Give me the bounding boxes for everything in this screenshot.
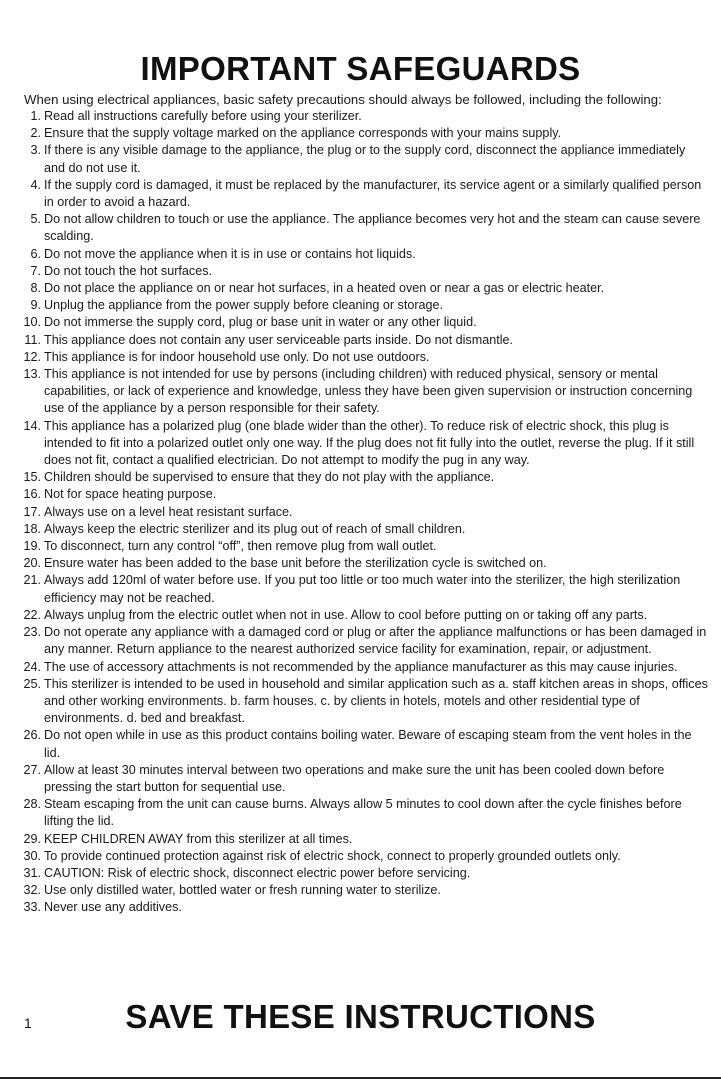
- list-item: [0, 659, 715, 676]
- item-text: Do not allow children to touch or use the appliance. The appliance becomes very hot and the steam can cause severe scalding.: [44, 212, 701, 244]
- item-number: 32.: [23, 883, 41, 898]
- safeguards-list: [0, 108, 715, 917]
- item-text: Always unplug from the electric outlet when not in use. Allow to cool before putting on or taking off any parts.: [44, 607, 648, 622]
- item-number: 16.: [23, 487, 41, 502]
- item-text: Do not touch the hot surfaces.: [44, 263, 213, 278]
- list-item: [0, 848, 715, 865]
- item-text: Never use any additives.: [44, 900, 182, 915]
- item-number: 23.: [23, 625, 41, 640]
- item-text: Do not operate any appliance with a damaged cord or plug or after the appliance malfunctions or has been damaged in any manner. Return appliance to the nearest authorized service facility for examination, repair, or adjustment.: [44, 625, 707, 657]
- item-number: 26.: [23, 728, 41, 743]
- item-number: 1.: [30, 109, 41, 123]
- item-number: 13.: [23, 367, 41, 382]
- item-number: 7.: [30, 263, 41, 278]
- item-text: Steam escaping from the unit can cause burns. Always allow 5 minutes to cool down after the cycle finishes before lifting the lid.: [44, 797, 682, 829]
- list-item: [0, 177, 715, 211]
- list-item: [0, 418, 715, 470]
- item-number: 12.: [23, 349, 41, 364]
- item-text: Always add 120ml of water before use. If you put too little or too much water into the sterilizer, the high sterilization efficiency may not be reached.: [44, 573, 681, 605]
- item-text: To provide continued protection against risk of electric shock, connect to properly grounded outlets only.: [44, 848, 621, 863]
- item-number: 25.: [23, 676, 41, 691]
- item-text: Always keep the electric sterilizer and its plug out of reach of small children.: [44, 521, 466, 536]
- list-item: [0, 504, 715, 521]
- list-item: [0, 142, 715, 176]
- item-number: 14.: [23, 418, 41, 433]
- item-text: Allow at least 30 minutes interval between two operations and make sure the unit has been cooled down before pressing the start button for sequential use.: [44, 762, 665, 794]
- item-text: Do not move the appliance when it is in use or contains hot liquids.: [44, 246, 416, 261]
- list-item: [0, 246, 715, 263]
- item-number: 20.: [23, 556, 41, 571]
- list-item: [0, 831, 715, 848]
- item-text: This appliance is not intended for use by persons (including children) with reduced physical, sensory or mental capabilities, or lack of experience and knowledge, unless they have been given supervision or instruction concerning use of the appliance by a person responsible for their safety.: [44, 367, 693, 416]
- item-text: To disconnect, turn any control “off”, then remove plug from wall outlet.: [44, 539, 437, 554]
- item-text: Ensure water has been added to the base unit before the sterilization cycle is switched on.: [44, 556, 547, 571]
- item-text: If there is any visible damage to the appliance, the plug or to the supply cord, disconnect the appliance immediately and do not use it.: [44, 143, 686, 175]
- list-item: [0, 263, 715, 280]
- list-item: [0, 676, 715, 728]
- item-number: 2.: [30, 126, 41, 141]
- item-number: 9.: [30, 298, 41, 313]
- list-item: [0, 796, 715, 830]
- item-text: KEEP CHILDREN AWAY from this sterilizer at all times.: [44, 831, 353, 846]
- list-item: [0, 882, 715, 899]
- item-number: 29.: [23, 831, 41, 846]
- item-number: 17.: [23, 504, 41, 519]
- list-item: [0, 538, 715, 555]
- item-text: Do not immerse the supply cord, plug or base unit in water or any other liquid.: [44, 315, 477, 330]
- item-number: 21.: [23, 573, 41, 588]
- item-number: 30.: [23, 848, 41, 863]
- item-text: Unplug the appliance from the power supply before cleaning or storage.: [44, 298, 444, 313]
- item-number: 27.: [23, 762, 41, 777]
- item-text: This sterilizer is intended to be used in household and similar application such as a. staff kitchen areas in shops, offices and other working environments. b. farm houses. c. by clients in hotels, motels and other residential type of environments. d. bed and breakfast.: [44, 676, 708, 726]
- item-text: Not for space heating purpose.: [44, 487, 217, 502]
- item-text: If the supply cord is damaged, it must be replaced by the manufacturer, its service agent or a similarly qualified person in order to avoid a hazard.: [44, 177, 702, 210]
- item-text: This appliance does not contain any user serviceable parts inside. Do not dismantle.: [44, 332, 514, 347]
- bottom-divider: [0, 1077, 721, 1079]
- list-item: [0, 332, 715, 349]
- item-number: 19.: [23, 539, 41, 554]
- list-item: [0, 366, 715, 418]
- list-item: [0, 469, 715, 486]
- item-text: This appliance has a polarized plug (one blade wider than the other). To reduce risk of electric shock, this plug is intended to fit into a polarized outlet only one way. If the plug does not fit fully into the outlet, reverse the plug. If it still does not fit, contact a qualified electrician. Do not attempt to modify the pug in any way.: [44, 418, 695, 468]
- list-item: [0, 899, 715, 916]
- item-number: 4.: [30, 177, 41, 192]
- item-number: 10.: [23, 315, 41, 330]
- intro-text: When using electrical appliances, basic safety precautions should always be followed, including the following:: [24, 92, 662, 107]
- list-item: [0, 521, 715, 538]
- item-number: 8.: [30, 281, 41, 296]
- list-item: [0, 572, 715, 606]
- list-item: [0, 280, 715, 297]
- item-number: 3.: [30, 143, 41, 158]
- item-text: Always use on a level heat resistant surface.: [44, 504, 293, 519]
- item-text: The use of accessory attachments is not recommended by the appliance manufacturer as this may cause injuries.: [44, 659, 678, 674]
- item-number: 31.: [23, 865, 41, 880]
- item-number: 11.: [24, 332, 41, 347]
- list-item: [0, 555, 715, 572]
- list-item: [0, 762, 715, 796]
- list-item: [0, 211, 715, 245]
- item-text: Do not open while in use as this product contains boiling water. Beware of escaping steam from the vent holes in the lid.: [44, 728, 692, 760]
- item-number: 22.: [23, 607, 41, 622]
- item-number: 15.: [23, 470, 41, 485]
- item-number: 28.: [23, 797, 41, 812]
- item-text: Ensure that the supply voltage marked on the appliance corresponds with your mains supply.: [44, 126, 562, 141]
- item-text: Use only distilled water, bottled water or fresh running water to sterilize.: [44, 883, 441, 898]
- list-item: [0, 108, 715, 125]
- item-number: 24.: [23, 659, 41, 674]
- item-text: Do not place the appliance on or near hot surfaces, in a heated oven or near a gas or electric heater.: [44, 281, 605, 296]
- list-item: [0, 349, 715, 366]
- list-item: [0, 314, 715, 331]
- item-text: Children should be supervised to ensure that they do not play with the appliance.: [44, 470, 495, 485]
- list-item: [0, 607, 715, 624]
- list-item: [0, 865, 715, 882]
- list-item: [0, 486, 715, 503]
- item-text: This appliance is for indoor household use only. Do not use outdoors.: [44, 349, 430, 364]
- list-item: [0, 624, 715, 658]
- item-number: 33.: [23, 900, 41, 915]
- item-number: 6.: [30, 246, 41, 261]
- list-item: [0, 125, 715, 142]
- list-item: [0, 297, 715, 314]
- page-title: IMPORTANT SAFEGUARDS: [140, 50, 581, 87]
- footer-title: SAVE THESE INSTRUCTIONS: [125, 998, 596, 1035]
- item-text: Read all instructions carefully before using your sterilizer.: [44, 109, 362, 123]
- item-number: 5.: [30, 212, 41, 227]
- page-number: 1: [24, 1015, 32, 1031]
- list-item: [0, 727, 715, 761]
- item-text: CAUTION: Risk of electric shock, disconnect electric power before servicing.: [44, 865, 471, 880]
- item-number: 18.: [23, 521, 41, 536]
